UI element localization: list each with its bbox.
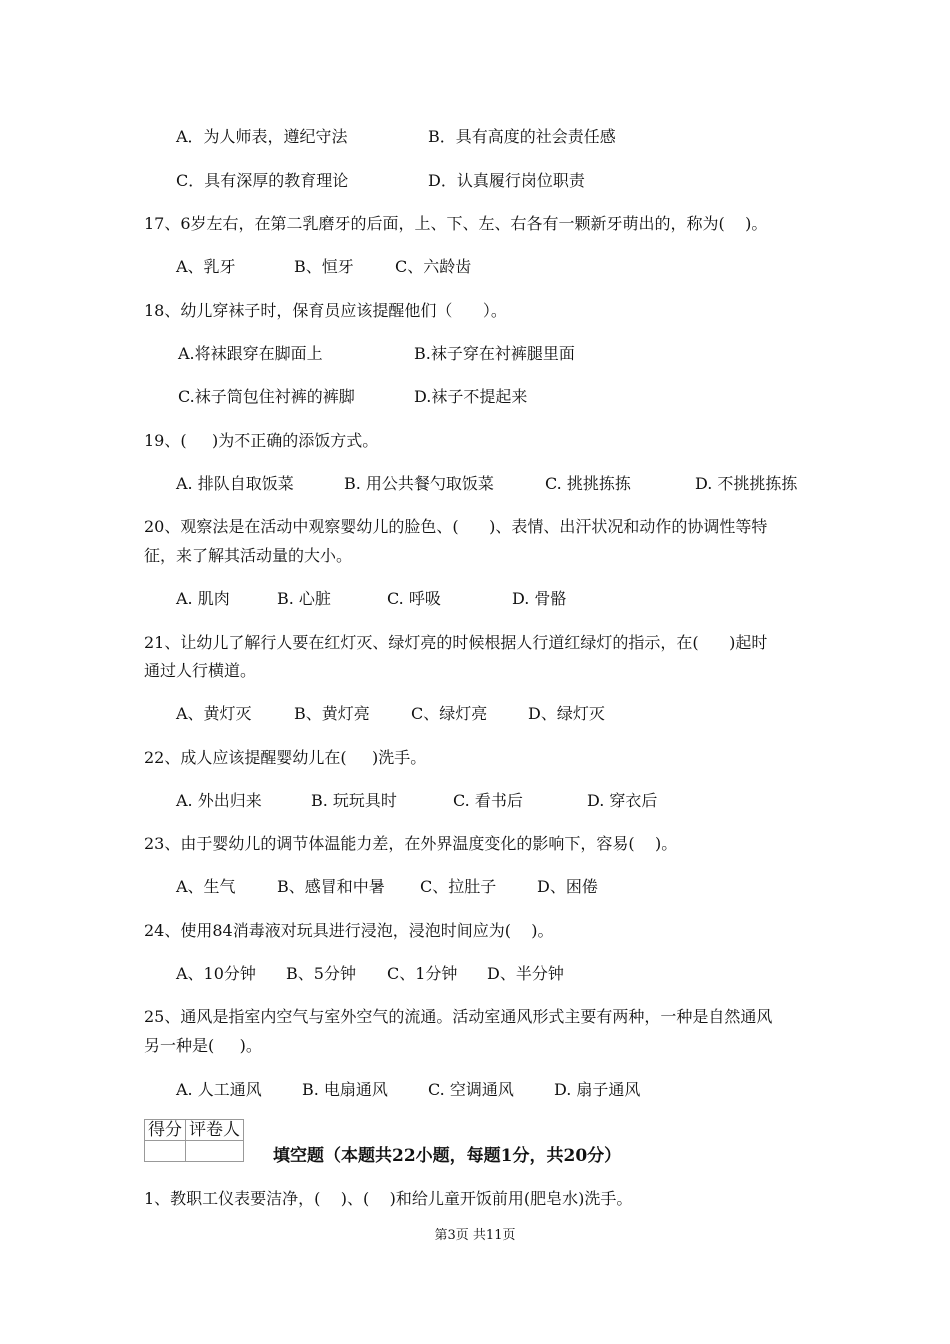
score-cell (145, 1141, 186, 1162)
q18-option-c: C.袜子筒包住衬裤的裤脚 (178, 387, 355, 406)
reviewer-cell (186, 1141, 244, 1162)
q17-option-a: A、乳牙 (176, 257, 236, 276)
q23-stem: 23、由于婴幼儿的调节体温能力差，在外界温度变化的影响下，容易( )。 (144, 834, 678, 853)
q23-option-a: A、生气 (176, 877, 236, 896)
q17-option-c: C、六龄齿 (395, 257, 472, 276)
q19-option-a: A. 排队自取饭菜 (176, 474, 294, 493)
q20-stem-line1: 20、观察法是在活动中观察婴幼儿的脸色、( )、表情、出汗状况和动作的协调性等特 (144, 517, 768, 536)
q21-option-c: C、绿灯亮 (411, 704, 488, 723)
q24-option-d: D、半分钟 (487, 964, 564, 983)
q22-option-b: B. 玩玩具时 (311, 791, 397, 810)
q21-option-b: B、黄灯亮 (294, 704, 370, 723)
q23-option-c: C、拉肚子 (420, 877, 497, 896)
q18-option-b: B.袜子穿在衬裤腿里面 (414, 344, 575, 363)
q21-option-a: A、黄灯灭 (176, 704, 252, 723)
q25-option-a: A. 人工通风 (176, 1080, 262, 1099)
q18-option-a: A.将袜跟穿在脚面上 (178, 344, 323, 363)
score-label: 得分 (145, 1120, 186, 1141)
q19-option-c: C. 挑挑拣拣 (545, 474, 631, 493)
q16-option-c: C．具有深厚的教育理论 (176, 171, 349, 190)
page-footer: 第3页 共11页 (434, 1228, 516, 1243)
q16-option-d: D．认真履行岗位职责 (428, 171, 585, 190)
q24-option-b: B、5分钟 (286, 964, 356, 983)
q24-option-a: A、10分钟 (176, 964, 256, 983)
q19-option-b: B. 用公共餐勺取饭菜 (344, 474, 494, 493)
reviewer-label: 评卷人 (186, 1120, 244, 1141)
q25-option-c: C. 空调通风 (428, 1080, 514, 1099)
q18-stem: 18、幼儿穿袜子时，保育员应该提醒他们（ ）。 (144, 301, 507, 320)
q20-option-c: C. 呼吸 (387, 589, 441, 608)
q23-option-d: D、困倦 (537, 877, 598, 896)
q20-option-a: A. 肌肉 (176, 589, 230, 608)
q17-stem: 17、6岁左右，在第二乳磨牙的后面，上、下、左、右各有一颗新牙萌出的，称为( )。 (144, 214, 768, 233)
q25-option-d: D. 扇子通风 (554, 1080, 641, 1099)
score-table (144, 1119, 244, 1162)
q20-option-d: D. 骨骼 (512, 589, 567, 608)
q20-stem-line2: 征，来了解其活动量的大小。 (144, 546, 353, 565)
section-title: 填空题（本题共22小题，每题1分，共20分） (273, 1146, 622, 1166)
q22-option-d: D. 穿衣后 (587, 791, 658, 810)
fill1-stem: 1、教职工仪表要洁净，( )、( )和给儿童开饭前用(肥皂水)洗手。 (144, 1189, 633, 1208)
q21-stem-line2: 通过人行横道。 (144, 661, 257, 680)
q20-option-b: B. 心脏 (277, 589, 331, 608)
q16-option-a: A．为人师表，遵纪守法 (176, 127, 348, 146)
q23-option-b: B、感冒和中暑 (277, 877, 385, 896)
q18-option-d: D.袜子不提起来 (414, 387, 528, 406)
q25-stem-line2: 另一种是( )。 (144, 1036, 262, 1055)
q24-option-c: C、1分钟 (387, 964, 458, 983)
q25-option-b: B. 电扇通风 (302, 1080, 388, 1099)
q21-stem-line1: 21、让幼儿了解行人要在红灯灭、绿灯亮的时候根据人行道红绿灯的指示，在( )起时 (144, 633, 768, 652)
q22-stem: 22、成人应该提醒婴幼儿在( )洗手。 (144, 748, 427, 767)
q24-stem: 24、使用84消毒液对玩具进行浸泡，浸泡时间应为( )。 (144, 921, 554, 940)
q16-option-b: B．具有高度的社会责任感 (428, 127, 616, 146)
q17-option-b: B、恒牙 (294, 257, 354, 276)
q19-stem: 19、( )为不正确的添饭方式。 (144, 431, 379, 450)
q21-option-d: D、绿灯灭 (528, 704, 605, 723)
q19-option-d: D. 不挑挑拣拣 (695, 474, 798, 493)
q25-stem-line1: 25、通风是指室内空气与室外空气的流通。活动室通风形式主要有两种，一种是自然通风 (144, 1007, 773, 1026)
q22-option-a: A. 外出归来 (176, 791, 262, 810)
q22-option-c: C. 看书后 (453, 791, 523, 810)
